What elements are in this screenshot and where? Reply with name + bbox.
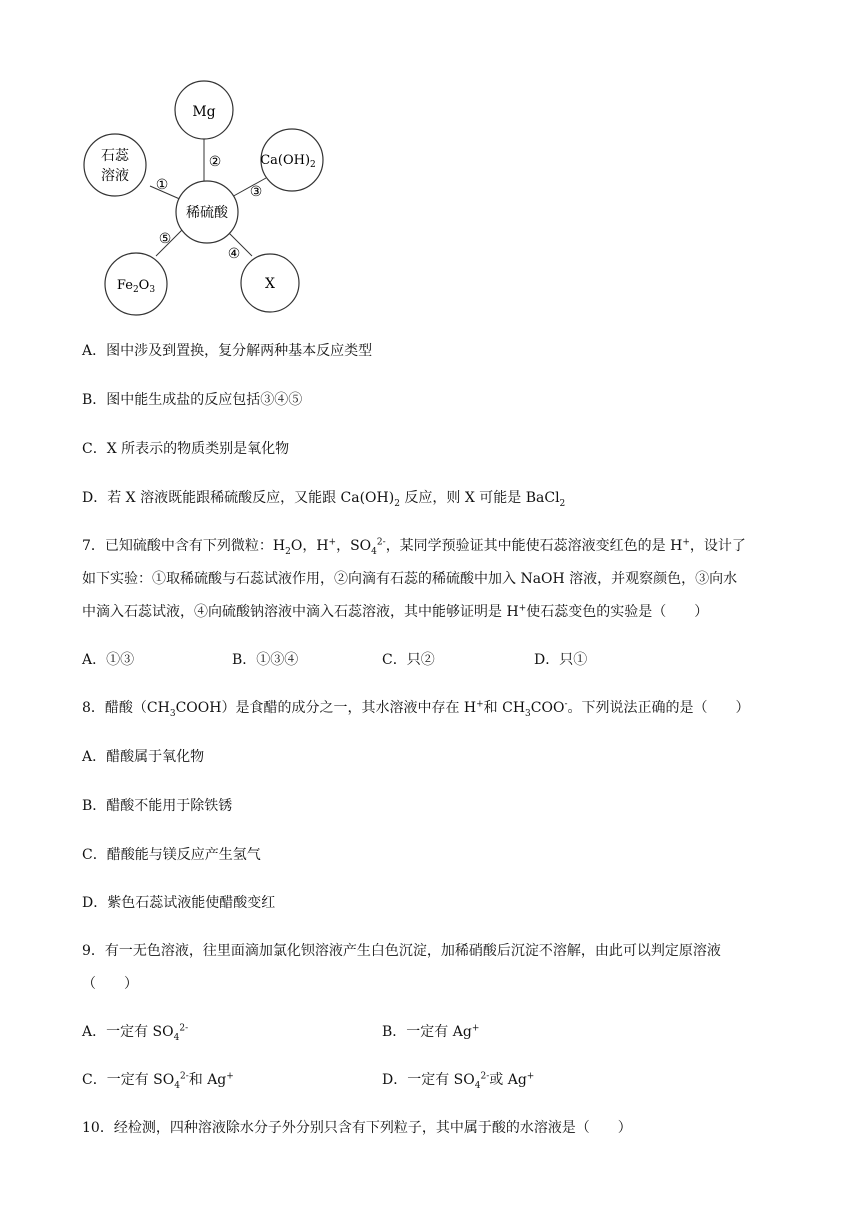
node-mg-label: Mg (192, 104, 216, 120)
node-x-label: X (265, 276, 275, 292)
node-fe2o3-circle (105, 253, 167, 315)
q7-stem-line-3: 中滴入石蕊试液，④向硫酸钠溶液中滴入石蕊溶液，其中能够证明是 H+使石蕊变色的实验是（ ） (82, 603, 709, 620)
node-fe2o3-label: $Fe_2O_3$ (116, 278, 156, 295)
node-caoh2-label: $Ca(OH)_2$ (260, 153, 316, 170)
edge-label-5: ⑤ (158, 231, 172, 247)
q9-stem-line-2: （ ） (82, 976, 138, 992)
q6-option-a: A．图中涉及到置换，复分解两种基本反应类型 (82, 343, 373, 359)
q9-option-b: B．一定有 Ag+ (382, 1023, 480, 1040)
edge-label-1: ① (155, 177, 169, 193)
node-litmus-circle (84, 134, 146, 196)
q8-option-c: C．醋酸能与镁反应产生氢气 (82, 847, 261, 863)
node-litmus-label-2: 溶液 (101, 168, 129, 184)
q7-stem-line-1: 7．已知硫酸中含有下列微粒：$H_2O$，H+，$SO_4^{2-}$，某同学预验证其中能使石蕊溶液变红色的是 H+，设计了 (82, 537, 746, 557)
q9-option-a: A．一定有 $SO_4^{2-}$ (82, 1023, 189, 1043)
q7-option-d: D．只① (534, 652, 588, 668)
node-center-label: 稀硫酸 (186, 205, 228, 221)
q7-option-c: C．只② (382, 652, 435, 668)
q6-option-b: B．图中能生成盐的反应包括③④⑤ (82, 392, 303, 408)
q6-option-d: D．若 X 溶液既能跟稀硫酸反应，又能跟 $Ca(OH)_2$ 反应，则 X 可能是 BaCl$_2$ (82, 490, 566, 509)
edge-label-2: ② (208, 154, 222, 170)
q8-stem: 8．醋酸$(CH_3COOH)$是食醋的成分之一，其水溶液中存在 H+和 $CH_3COO^-$。下列说法正确的是（ ） (82, 699, 750, 719)
q9-option-c: C．一定有 $SO_4^{2-}$和 Ag+ (82, 1071, 234, 1091)
edge-label-3: ③ (249, 184, 263, 200)
q7-option-a: A．①③ (82, 652, 135, 668)
q8-option-b: B．醋酸不能用于除铁锈 (82, 798, 233, 814)
q7-stem-line-2: 如下实验：①取稀硫酸与石蕊试液作用，②向滴有石蕊的稀硫酸中加入 NaOH 溶液，并观察颜色，③向水 (82, 571, 738, 587)
q7-option-b: B．①③④ (232, 652, 299, 668)
edge-label-4: ④ (227, 246, 241, 262)
q9-option-d: D．一定有 $SO_4^{2-}$或 Ag+ (382, 1071, 535, 1091)
node-litmus-label-1: 石蕊 (101, 148, 129, 164)
q9-stem-line-1: 9．有一无色溶液，往里面滴加氯化钡溶液产生白色沉淀，加稀硝酸后沉淀不溶解，由此可以判定原溶液 (82, 943, 721, 959)
q10-stem: 10．经检测，四种溶液除水分子外分别只含有下列粒子，其中属于酸的水溶液是（ ） (82, 1120, 632, 1136)
reaction-diagram (0, 0, 860, 330)
q8-option-d: D．紫色石蕊试液能使醋酸变红 (82, 895, 276, 911)
q8-option-a: A．醋酸属于氧化物 (82, 749, 205, 765)
q6-option-c: C．X 所表示的物质类别是氧化物 (82, 441, 290, 457)
